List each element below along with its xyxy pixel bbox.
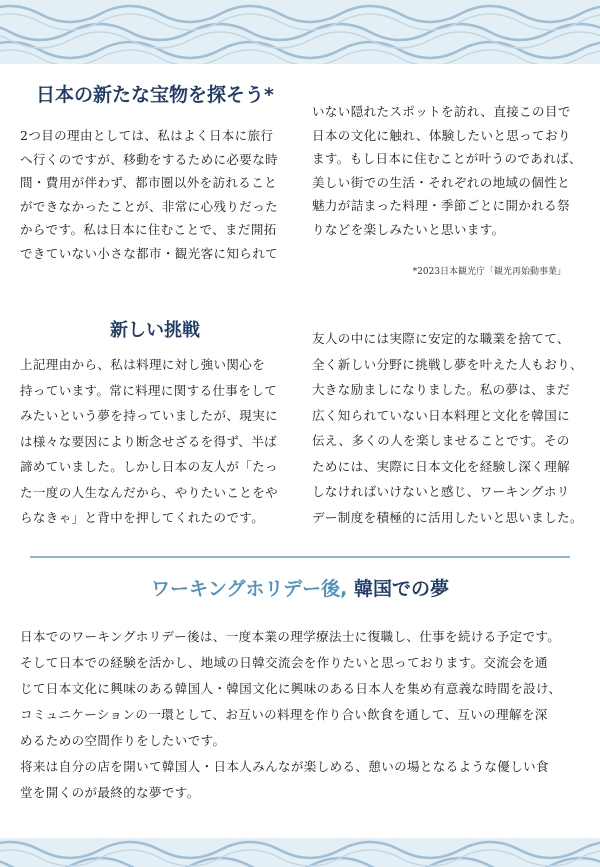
text-line: みたいという夢を持っていましたが、現実に (20, 408, 279, 423)
text-line: コミュニケーションの一環として、お互いの料理を作り合い飲食を通して、互いの理解を深 (20, 707, 548, 722)
challenge-right-paragraph (312, 326, 584, 530)
text-line: じて日本文化に興味のある韓国人・韓国文化に興味のある日本人を集め有意義な時間を設け、 (20, 681, 562, 696)
section-title-challenge: 新しい挑戦 (110, 320, 200, 341)
title-part-dream: 韓国での夢 (347, 578, 449, 600)
text-line: りなどを楽しみたいと思います。 (312, 221, 505, 237)
section-title-treasure: 日本の新たな宝物を探そう* (36, 84, 274, 106)
text-line: 伝え、多くの人を楽しませることです。その (312, 433, 570, 448)
footnote: *2023日本観光庁「観光再始動事業」 (412, 267, 566, 277)
top-wave-band (0, 0, 600, 64)
text-line: へ行くのですが、移動をするために必要な時 (20, 151, 279, 167)
text-line: 堂を開くのが最終的な夢です。 (20, 785, 200, 800)
text-line: できていない小さな都市・観光客に知られて (20, 245, 279, 261)
text-line: 日本でのワーキングホリデー後は、一度本業の理学療法士に復職し、仕事を続ける予定です。 (20, 629, 561, 644)
text-line: 諦めていました。しかし日本の友人が「たっ (20, 459, 279, 474)
text-line: 間・費用が伴わず、都市圏以外を訪れること (20, 175, 278, 190)
text-line: 友人の中には実際に安定的な職業を捨てて、 (312, 331, 570, 346)
text-line: 大きな励ましになりました。私の夢は、まだ (312, 382, 571, 397)
after-paragraph (20, 624, 580, 806)
text-line: いない隠れたスポットを訪れ、直接この目で (312, 104, 571, 119)
wave-pattern-icon (0, 838, 600, 867)
text-line: 2つ目の理由としては、私はよく日本に旅行 (20, 128, 274, 143)
text-line: そして日本での経験を活かし、地域の日韓交流会を作りたいと思っております。交流会を通 (20, 655, 548, 670)
text-line: ができなかったことが、非常に心残りだった (20, 198, 279, 214)
text-line: ます。もし日本に住むことが叶うのであれば、 (312, 151, 582, 166)
text-line: た一度の人生なんだから、やりたいことをや (20, 484, 279, 500)
wave-pattern-icon (0, 0, 600, 64)
challenge-left-paragraph (20, 352, 292, 531)
text-line: 美しい街での生活・それぞれの地域の個性と (312, 174, 571, 190)
text-line: は様々な要因により断念せざるを得ず、半ば (20, 433, 278, 449)
text-line: 上記理由から、私は料理に対し強い関心を (20, 357, 266, 372)
text-line: 広く知られていない日本料理と文化を韓国に (312, 407, 571, 423)
text-line: めるための空間作りをしたいです。 (20, 733, 226, 748)
text-line: 将来は自分の店を開いて韓国人・日本人みんなが楽しめる、憩いの場となるような優しい食 (20, 759, 549, 774)
text-line: ためには、実際に日本文化を経験し深く理解 (312, 458, 571, 474)
text-line: 日本の文化に触れ、体験したいと思っており (312, 127, 571, 143)
treasure-left-paragraph (20, 124, 292, 265)
text-line: デー制度を積極的に活用したいと思いました。 (312, 509, 583, 525)
section-title-after (30, 574, 570, 601)
text-line: らなきゃ」と背中を押してくれたのです。 (20, 510, 265, 525)
treasure-right-paragraph (312, 100, 584, 241)
text-line: 魅力が詰まった料理・季節ごとに開かれる祭 (312, 198, 571, 213)
text-line: しなければいけないと感じ、ワーキングホリ (312, 484, 570, 499)
text-line: 持っています。常に料理に関する仕事をして (20, 382, 278, 398)
text-line: 全く新しい分野に挑戦し夢を叶えた人もおり、 (312, 356, 583, 372)
section-divider (30, 556, 570, 558)
title-part-working-holiday: ワーキングホリデー後, (151, 578, 348, 600)
text-line: からです。私は日本に住むことで、まだ開拓 (20, 222, 277, 237)
bottom-wave-band (0, 838, 600, 867)
